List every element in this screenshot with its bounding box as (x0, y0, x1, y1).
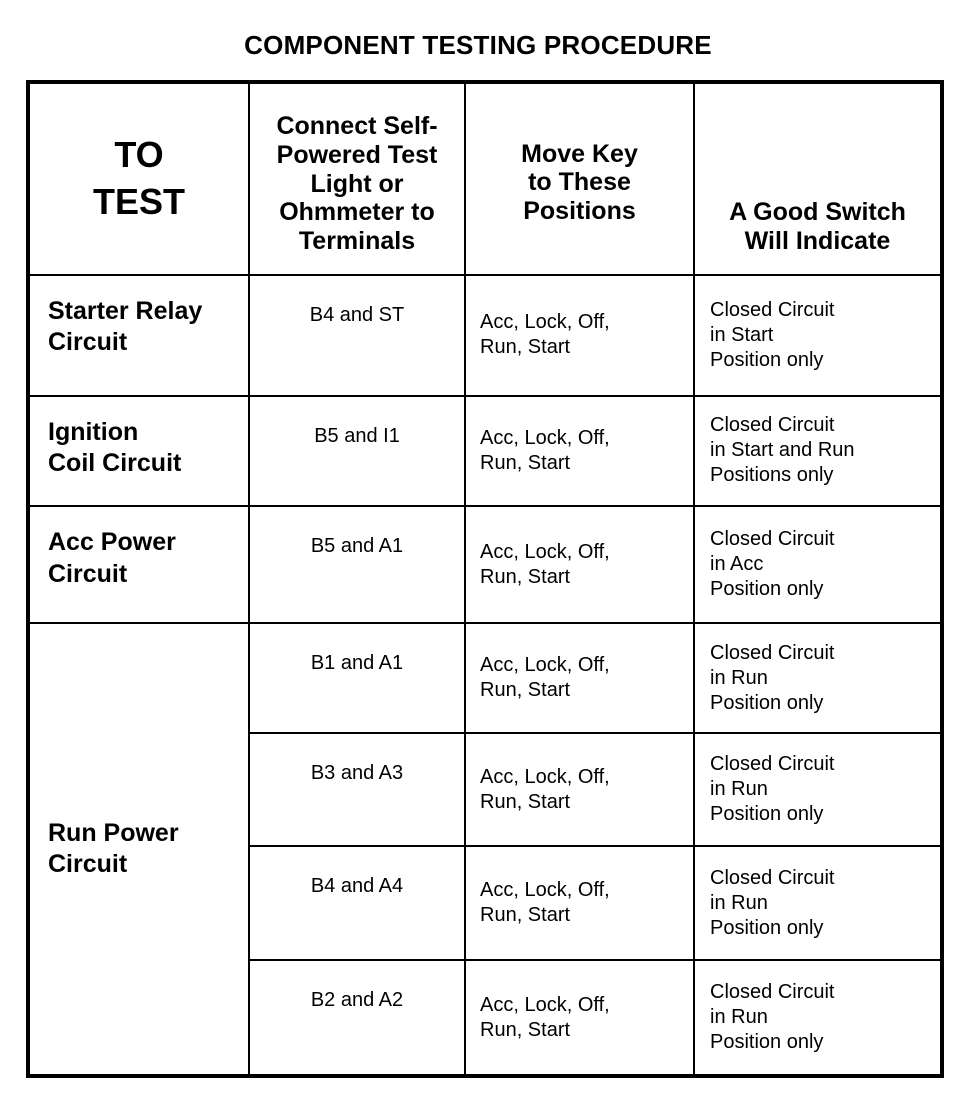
terminals-cell: B4 and A4 (249, 846, 465, 960)
table-header-row (28, 82, 942, 275)
indicate-cell: Closed Circuit in Start and Run Positions only (694, 396, 942, 507)
header-indicate (694, 82, 942, 275)
indicate-cell: Closed Circuit in Start Position only (694, 275, 942, 396)
circuit-name: Acc Power Circuit (28, 506, 249, 623)
table-row (28, 396, 942, 507)
table-row (28, 506, 942, 623)
circuit-name: Run Power Circuit (28, 623, 249, 1076)
positions-cell: Acc, Lock, Off, Run, Start (465, 506, 694, 623)
header-terminals-label: Connect Self- Powered Test Light or Ohmmeter to Terminals (276, 112, 438, 255)
positions-cell: Acc, Lock, Off, Run, Start (465, 846, 694, 960)
positions-cell: Acc, Lock, Off, Run, Start (465, 396, 694, 507)
terminals-cell: B2 and A2 (249, 960, 465, 1076)
indicate-cell: Closed Circuit in Run Position only (694, 733, 942, 846)
positions-cell: Acc, Lock, Off, Run, Start (465, 960, 694, 1076)
positions-cell: Acc, Lock, Off, Run, Start (465, 275, 694, 396)
header-to-test (28, 82, 249, 275)
terminals-cell: B5 and I1 (249, 396, 465, 507)
terminals-cell: B5 and A1 (249, 506, 465, 623)
terminals-cell: B1 and A1 (249, 623, 465, 733)
circuit-name: Ignition Coil Circuit (28, 396, 249, 507)
header-terminals (249, 82, 465, 275)
page-title: COMPONENT TESTING PROCEDURE (244, 30, 712, 60)
indicate-cell: Closed Circuit in Run Position only (694, 846, 942, 960)
table-row (28, 623, 942, 733)
indicate-cell: Closed Circuit in Acc Position only (694, 506, 942, 623)
terminals-cell: B3 and A3 (249, 733, 465, 846)
indicate-cell: Closed Circuit in Run Position only (694, 623, 942, 733)
component-testing-table (26, 80, 944, 1078)
header-positions-label: Move Key to These Positions (521, 139, 638, 226)
positions-cell: Acc, Lock, Off, Run, Start (465, 733, 694, 846)
indicate-cell: Closed Circuit in Run Position only (694, 960, 942, 1076)
header-to-test-label: TO TEST (92, 133, 185, 222)
header-positions (465, 82, 694, 275)
terminals-cell: B4 and ST (249, 275, 465, 396)
circuit-name: Starter Relay Circuit (28, 275, 249, 396)
positions-cell: Acc, Lock, Off, Run, Start (465, 623, 694, 733)
table-row (28, 275, 942, 396)
header-indicate-label: A Good Switch Will Indicate (729, 198, 906, 255)
